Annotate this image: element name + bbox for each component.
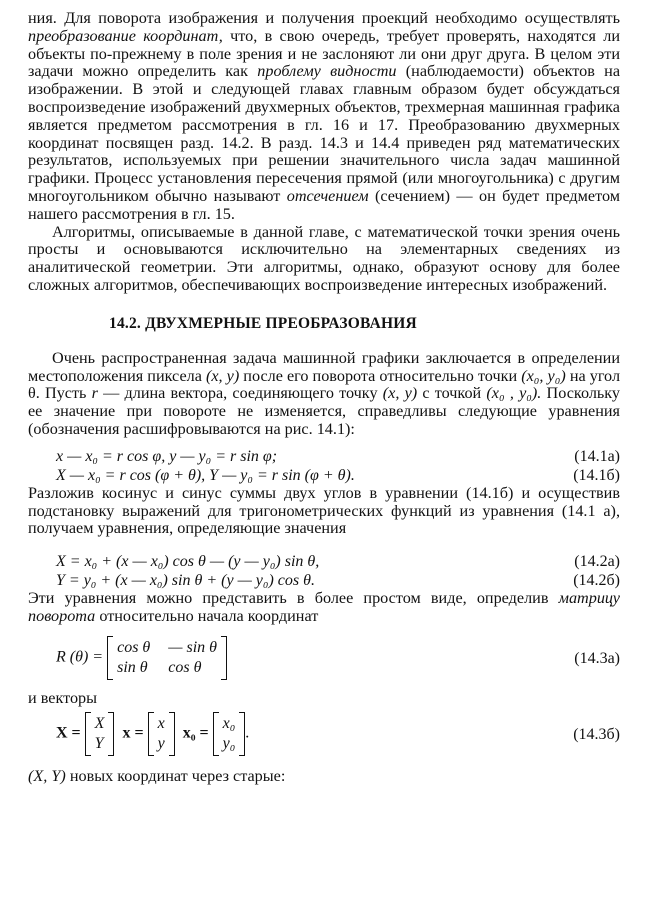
vector-x0 xyxy=(213,712,246,756)
equation-text: X — x₀ = r cos (φ + θ), Y — y₀ = r sin (φ + θ). xyxy=(56,466,355,484)
rotation-matrix xyxy=(107,636,227,680)
vector-cell: x₀ xyxy=(222,714,236,732)
section-heading: 14.2. ДВУХМЕРНЫЕ ПРЕОБРАЗОВАНИЯ xyxy=(109,314,417,332)
term-visibility-problem: проблему видности xyxy=(257,62,397,81)
vectors-intro: и векторы xyxy=(28,688,98,707)
equation-tail: . xyxy=(245,724,250,742)
vector-cell: Y xyxy=(94,734,104,752)
equation-number: (14.1б) xyxy=(573,466,620,484)
equation-text: X = x₀ + (x — x₀) cos θ — (y — y₀) sin θ, xyxy=(56,553,320,571)
matrix-cell: — sin θ xyxy=(168,638,218,656)
paragraph-rotation-task xyxy=(28,350,620,439)
equation-14-2a xyxy=(56,552,620,571)
equation-14-1a xyxy=(56,447,620,466)
paragraph-new-coords xyxy=(28,768,620,786)
text-run: — длина вектора, соединяющего точку xyxy=(97,384,383,403)
vector-X xyxy=(85,712,115,756)
math-inline: (x, y) xyxy=(382,384,418,403)
text-run: Очень распространенная задача машинной графики заключается в определении местоположения пиксела xyxy=(28,348,620,385)
paragraph-intro xyxy=(28,10,620,224)
math-inline: (x, y) xyxy=(205,366,240,385)
equation-14-2b xyxy=(56,571,620,590)
vector-cell: y₀ xyxy=(222,734,236,752)
text-run: новых координат через старые: xyxy=(65,766,286,785)
matrix-lhs: R (θ) = xyxy=(56,648,104,666)
equation-14-3b xyxy=(56,712,620,762)
term-rotation-matrix: матрицу поворота xyxy=(28,589,620,625)
math-inline: (x₀ , y₀). xyxy=(486,384,542,403)
vector-X-lhs: X = xyxy=(56,724,81,742)
text-run: что, в свою очередь, требует проверять, находятся ли объекты по-прежнему в поле зрения и не заслоняют ли они друг друга. В целом эти задачи можно определить как xyxy=(28,26,620,81)
equation-number: (14.3a) xyxy=(574,649,620,667)
term-coordinate-transform: преобразование координат, xyxy=(28,26,223,45)
text-run: (наблюдаемости) объектов на изображении. В этой и следующей главах главным образом будет обсуждаться воспроизведение изображений двухмерных объектов, трехмерная машинная графика является предметом рассмотрения в гл. 16 и 17. Преобразованию двухмерных координат посвящен разд. 14.2. В разд. 14.3 и 14.4 приведен ряд математических результатов, используемых при решении значительного числа задач машинной графики. Процесс установления пересечения прямой (или многоугольника) с другим многоугольником обычно называют xyxy=(28,62,621,205)
text-run: на угол θ. Пусть xyxy=(28,366,621,403)
matrix-cell: cos θ xyxy=(168,658,202,676)
page-content xyxy=(28,10,620,785)
equation-text: x — x₀ = r cos φ, y — y₀ = r sin φ; xyxy=(56,447,278,465)
equation-number: (14.3б) xyxy=(573,725,620,743)
vector-cell: y xyxy=(157,734,165,752)
vector-x xyxy=(148,712,175,756)
text-run: ния. Для поворота изображения и получения проекций необходимо осуществлять xyxy=(28,9,620,27)
vector-cell: X xyxy=(94,714,105,732)
equation-14-1b xyxy=(56,466,620,485)
paragraph-algorithms: Алгоритмы, описываемые в данной главе, с математической точки зрения очень просты и основываются исключительно на элементарных сведениях из аналитической геометрии. Эти алгоритмы, однако, образуют основу для более сложных алгоритмов, обеспечивающих воспроизведение интересных изображений. xyxy=(28,222,620,294)
text-run: Эти уравнения можно представить в более простом виде, определив xyxy=(28,589,559,608)
paragraph-matrix-intro xyxy=(28,590,620,626)
equation-number: (14.2б) xyxy=(573,572,620,590)
math-inline: (X, Y) xyxy=(28,766,66,785)
equation-14-3a xyxy=(56,636,620,686)
text-run: Поскольку ее значение при повороте не изменяется, справедливы следующие уравнения (обозначения расшифровываются на рис. 14.1): xyxy=(28,384,621,438)
text-run: относительно начала координат xyxy=(95,606,319,625)
matrix-cell: cos θ xyxy=(117,638,151,656)
vector-x0-lhs: x₀ = xyxy=(182,724,209,742)
equation-number: (14.2a) xyxy=(574,553,620,571)
text-run: с точкой xyxy=(417,384,487,403)
term-clipping: отсечением xyxy=(286,186,369,205)
paragraph-expansion: Разложив косинус и синус суммы двух углов в уравнении (14.1б) и осуществив подстановку выражений для тригонометрических функций из уравнения (14.1 а), получаем уравнения, определяющие значения xyxy=(28,483,620,538)
math-inline: r xyxy=(91,384,98,403)
matrix-cell: sin θ xyxy=(117,658,148,676)
equation-text: Y = y₀ + (x — x₀) sin θ + (y — y₀) cos θ. xyxy=(56,572,315,590)
vector-cell: x xyxy=(157,714,165,732)
vector-x-lhs: x = xyxy=(122,724,144,742)
math-inline: (x₀, y₀) xyxy=(521,366,566,385)
text-run: после его поворота относительно точки xyxy=(239,366,522,385)
equation-number: (14.1a) xyxy=(574,447,620,465)
text-run: (сечением) — он будет предметом нашего рассмотрения в гл. 15. xyxy=(28,186,620,223)
